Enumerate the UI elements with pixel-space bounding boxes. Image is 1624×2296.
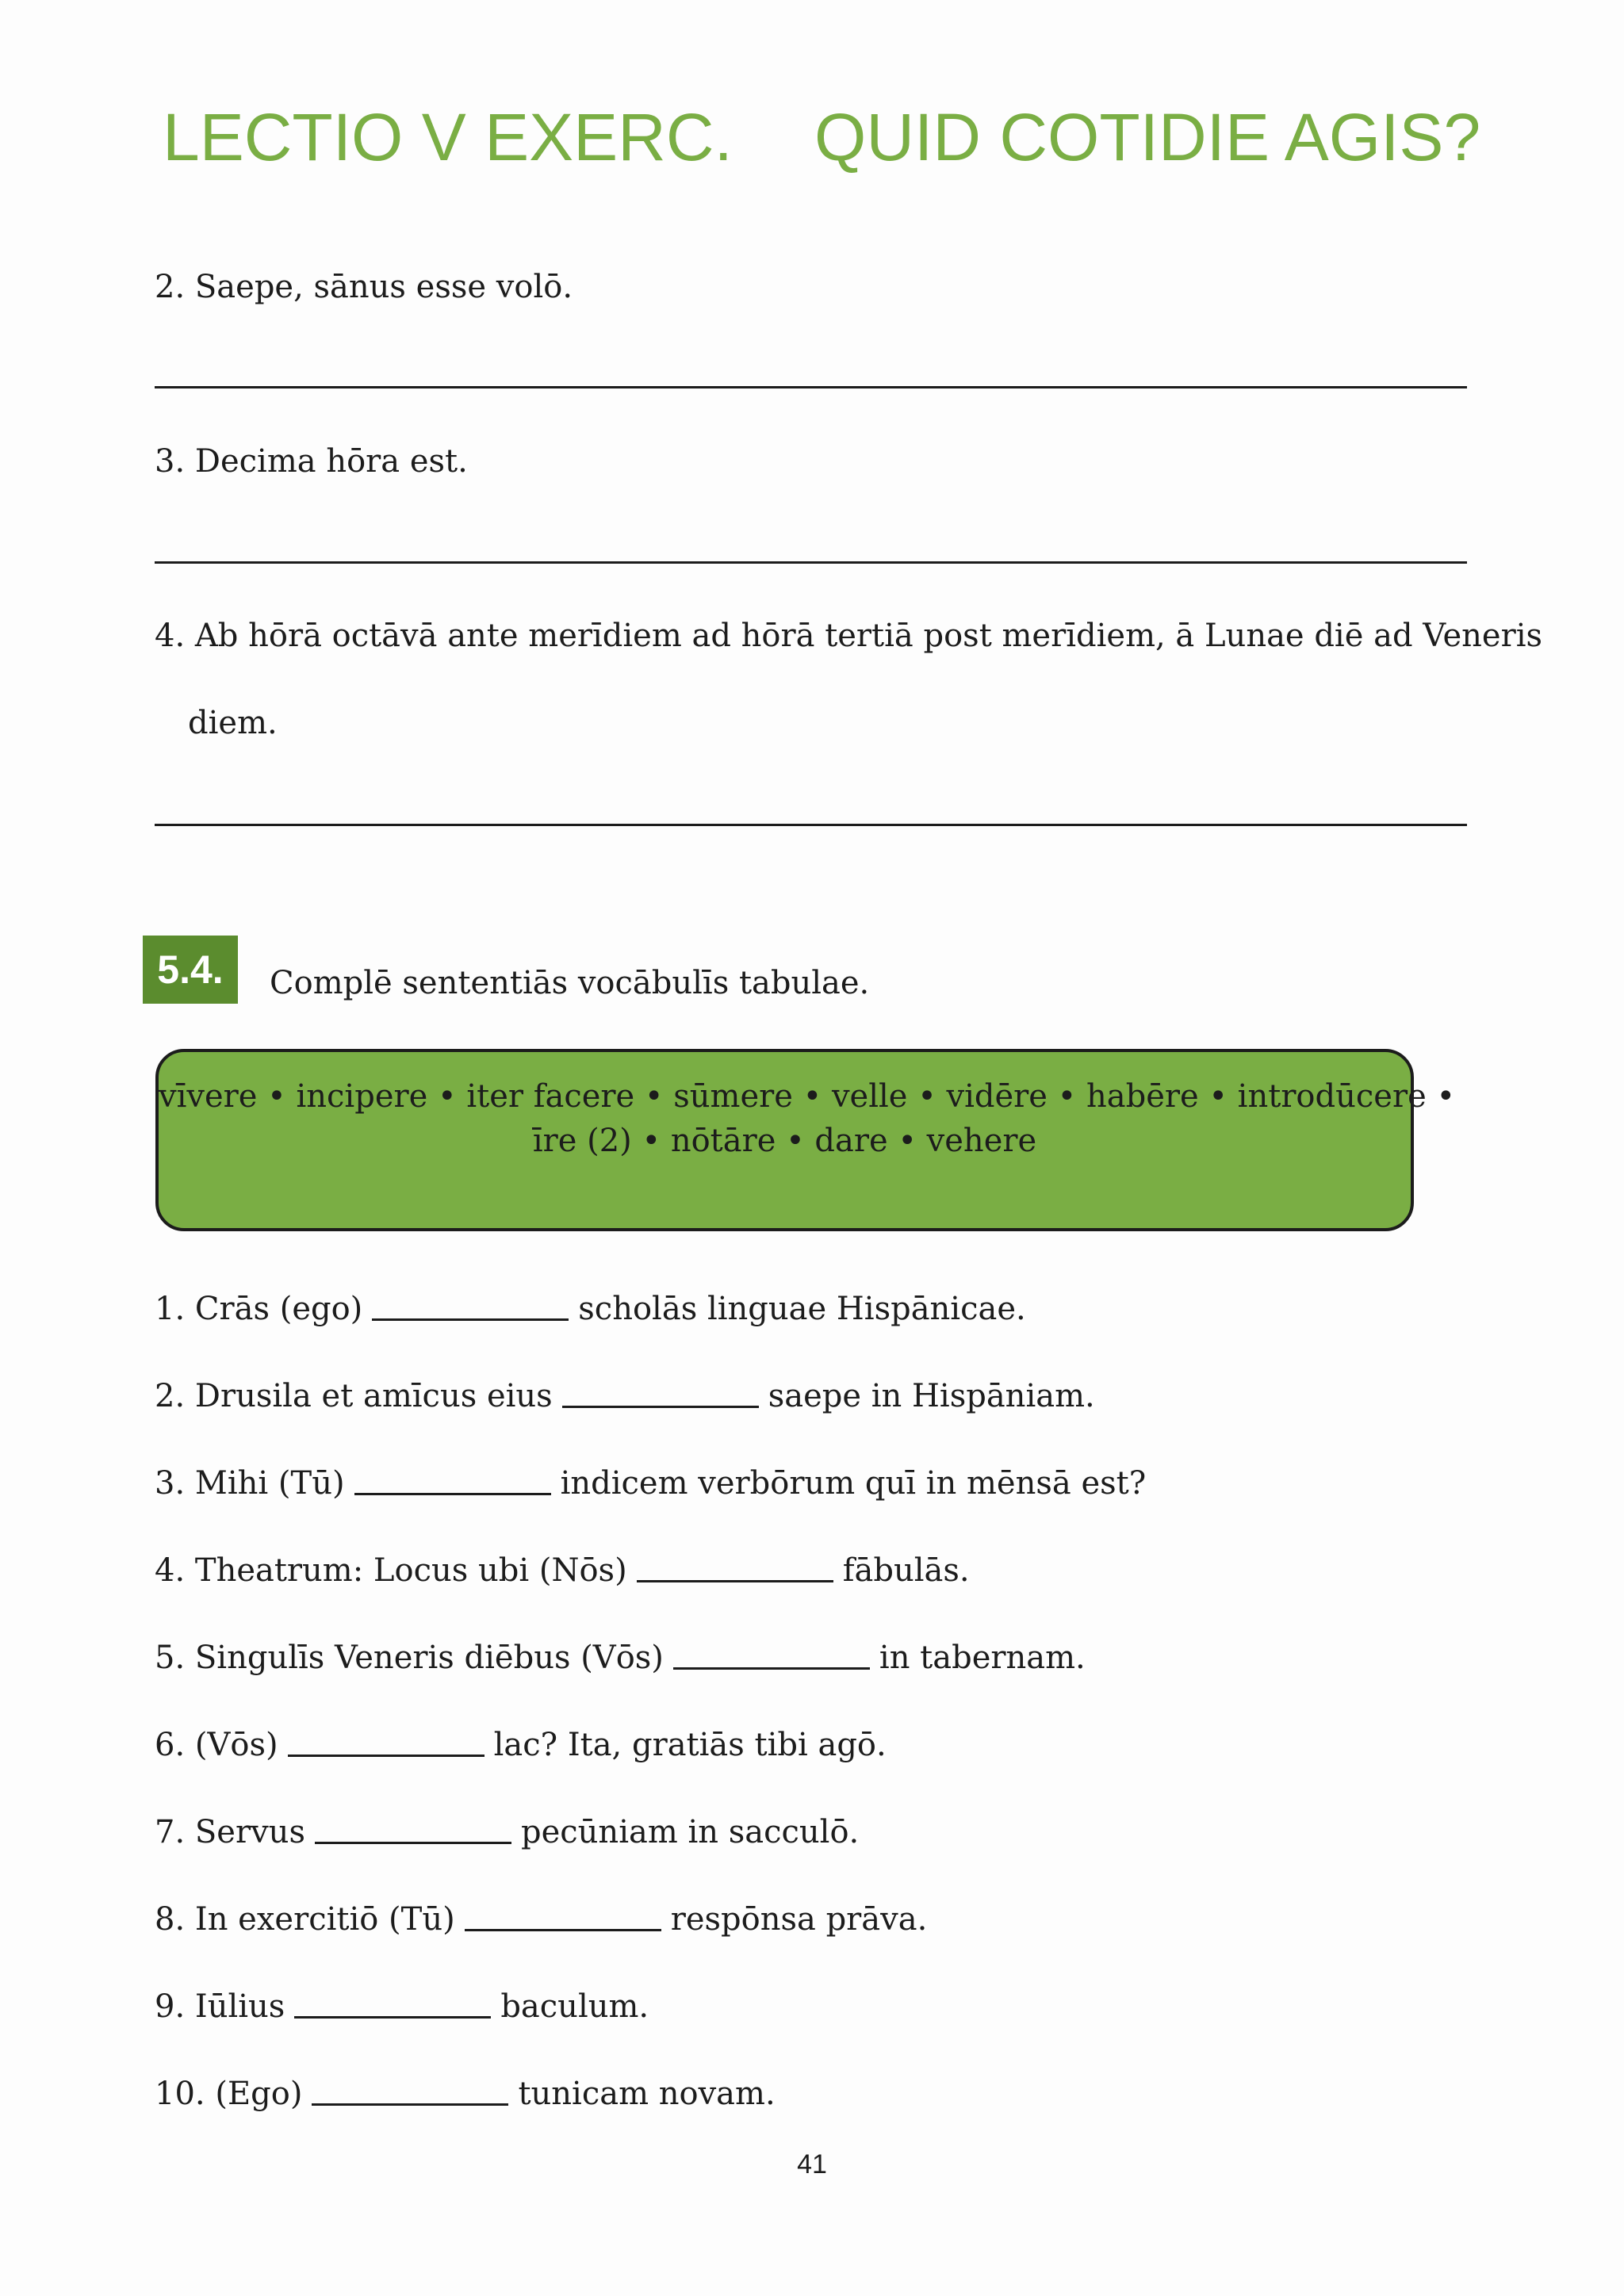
page-number: 41 [797,2149,827,2179]
exercise-number: 6. [155,1727,186,1763]
exercise-text-after: fābulās. [842,1552,970,1589]
exercise-item-2 [155,1374,1095,1418]
page-title-right: QUID COTIDIE AGIS? [814,100,1481,174]
exercise-text-after: tunicam novam. [518,2076,776,2112]
exercise-text-after: scholās linguae Hispānicae. [578,1291,1026,1327]
item-text: Ab hōrā octāvā ante merīdiem ad hōrā tertiā post merīdiem, ā Lunae diē ad Veneris [194,618,1543,654]
exercise-item-1 [155,1287,1026,1331]
exercise-item-7 [155,1810,859,1854]
exercise-text-before: (Vōs) [194,1727,278,1763]
item-text: Saepe, sānus esse volō. [194,269,573,305]
answer-blank[interactable] [372,1318,569,1321]
exercise-item-3 [155,1461,1146,1506]
exercise-text-before: Crās (ego) [194,1291,363,1327]
exercise-item-5 [155,1636,1086,1680]
exercise-text-before: In exercitiō (Tū) [194,1901,455,1938]
exercise-text-before: Mihi (Tū) [194,1465,345,1502]
section-number-badge: 5.4. [143,936,238,1004]
answer-blank[interactable] [354,1493,551,1495]
answer-blank[interactable] [465,1929,661,1931]
exercise-number: 10. [155,2076,205,2112]
item-number: 2. [155,269,186,305]
page-title-left: LECTIO V EXERC. [163,100,733,174]
exercise-text-before: Servus [194,1814,305,1850]
exercise-text-before: (Ego) [215,2076,303,2112]
translation-item-3 [155,439,468,484]
exercise-number: 8. [155,1901,186,1938]
exercise-text-after: pecūniam in sacculō. [520,1814,860,1850]
answer-blank[interactable] [562,1406,759,1408]
page-title [163,94,1481,181]
exercise-number: 1. [155,1291,186,1327]
vocabulary-line-1: vīvere • incipere • iter facere • sūmere • velle • vidēre • habēre • introdūcere • [159,1078,1456,1115]
exercise-text-after: saepe in Hispāniam. [768,1378,1095,1414]
answer-blank[interactable] [673,1667,870,1670]
translation-item-2 [155,265,573,309]
exercise-text-after: in tabernam. [879,1640,1086,1676]
answer-blank[interactable] [288,1755,485,1757]
exercise-text-after: respōnsa prāva. [670,1901,928,1938]
answer-blank[interactable] [315,1842,511,1844]
exercise-number: 3. [155,1465,186,1502]
answer-blank[interactable] [294,2016,491,2019]
item-text: Decima hōra est. [194,443,468,480]
exercise-text-after: baculum. [500,1988,649,2025]
exercise-number: 9. [155,1988,186,2025]
exercise-text-before: Singulīs Veneris diēbus (Vōs) [194,1640,664,1676]
answer-line-4[interactable] [155,824,1467,826]
vocabulary-box [155,1049,1456,1231]
exercise-text-before: Iūlius [194,1988,285,2025]
section-instruction: Complē sententiās vocābulīs tabulae. [270,965,870,1001]
item-number: 3. [155,443,186,480]
exercise-text-before: Drusila et amīcus eius [194,1378,553,1414]
exercise-text-after: lac? Ita, gratiās tibi agō. [493,1727,887,1763]
exercise-number: 5. [155,1640,186,1676]
exercise-number: 2. [155,1378,186,1414]
answer-line-3[interactable] [155,561,1467,564]
answer-blank[interactable] [637,1580,833,1582]
translation-item-4 [155,614,1542,658]
answer-blank[interactable] [312,2103,508,2106]
translation-item-4-continuation: diem. [188,705,278,741]
exercise-text-after: indicem verbōrum quī in mēnsā est? [560,1465,1147,1502]
exercise-number: 7. [155,1814,186,1850]
exercise-item-9 [155,1984,649,2029]
item-number: 4. [155,618,186,654]
exercise-text-before: Theatrum: Locus ubi (Nōs) [194,1552,627,1589]
vocabulary-line-2: īre (2) • nōtāre • dare • vehere [532,1123,1037,1159]
exercise-item-4 [155,1548,970,1593]
exercise-item-8 [155,1897,927,1942]
answer-line-2[interactable] [155,386,1467,388]
exercise-item-10 [155,2072,776,2116]
exercise-number: 4. [155,1552,186,1589]
exercise-item-6 [155,1723,887,1767]
